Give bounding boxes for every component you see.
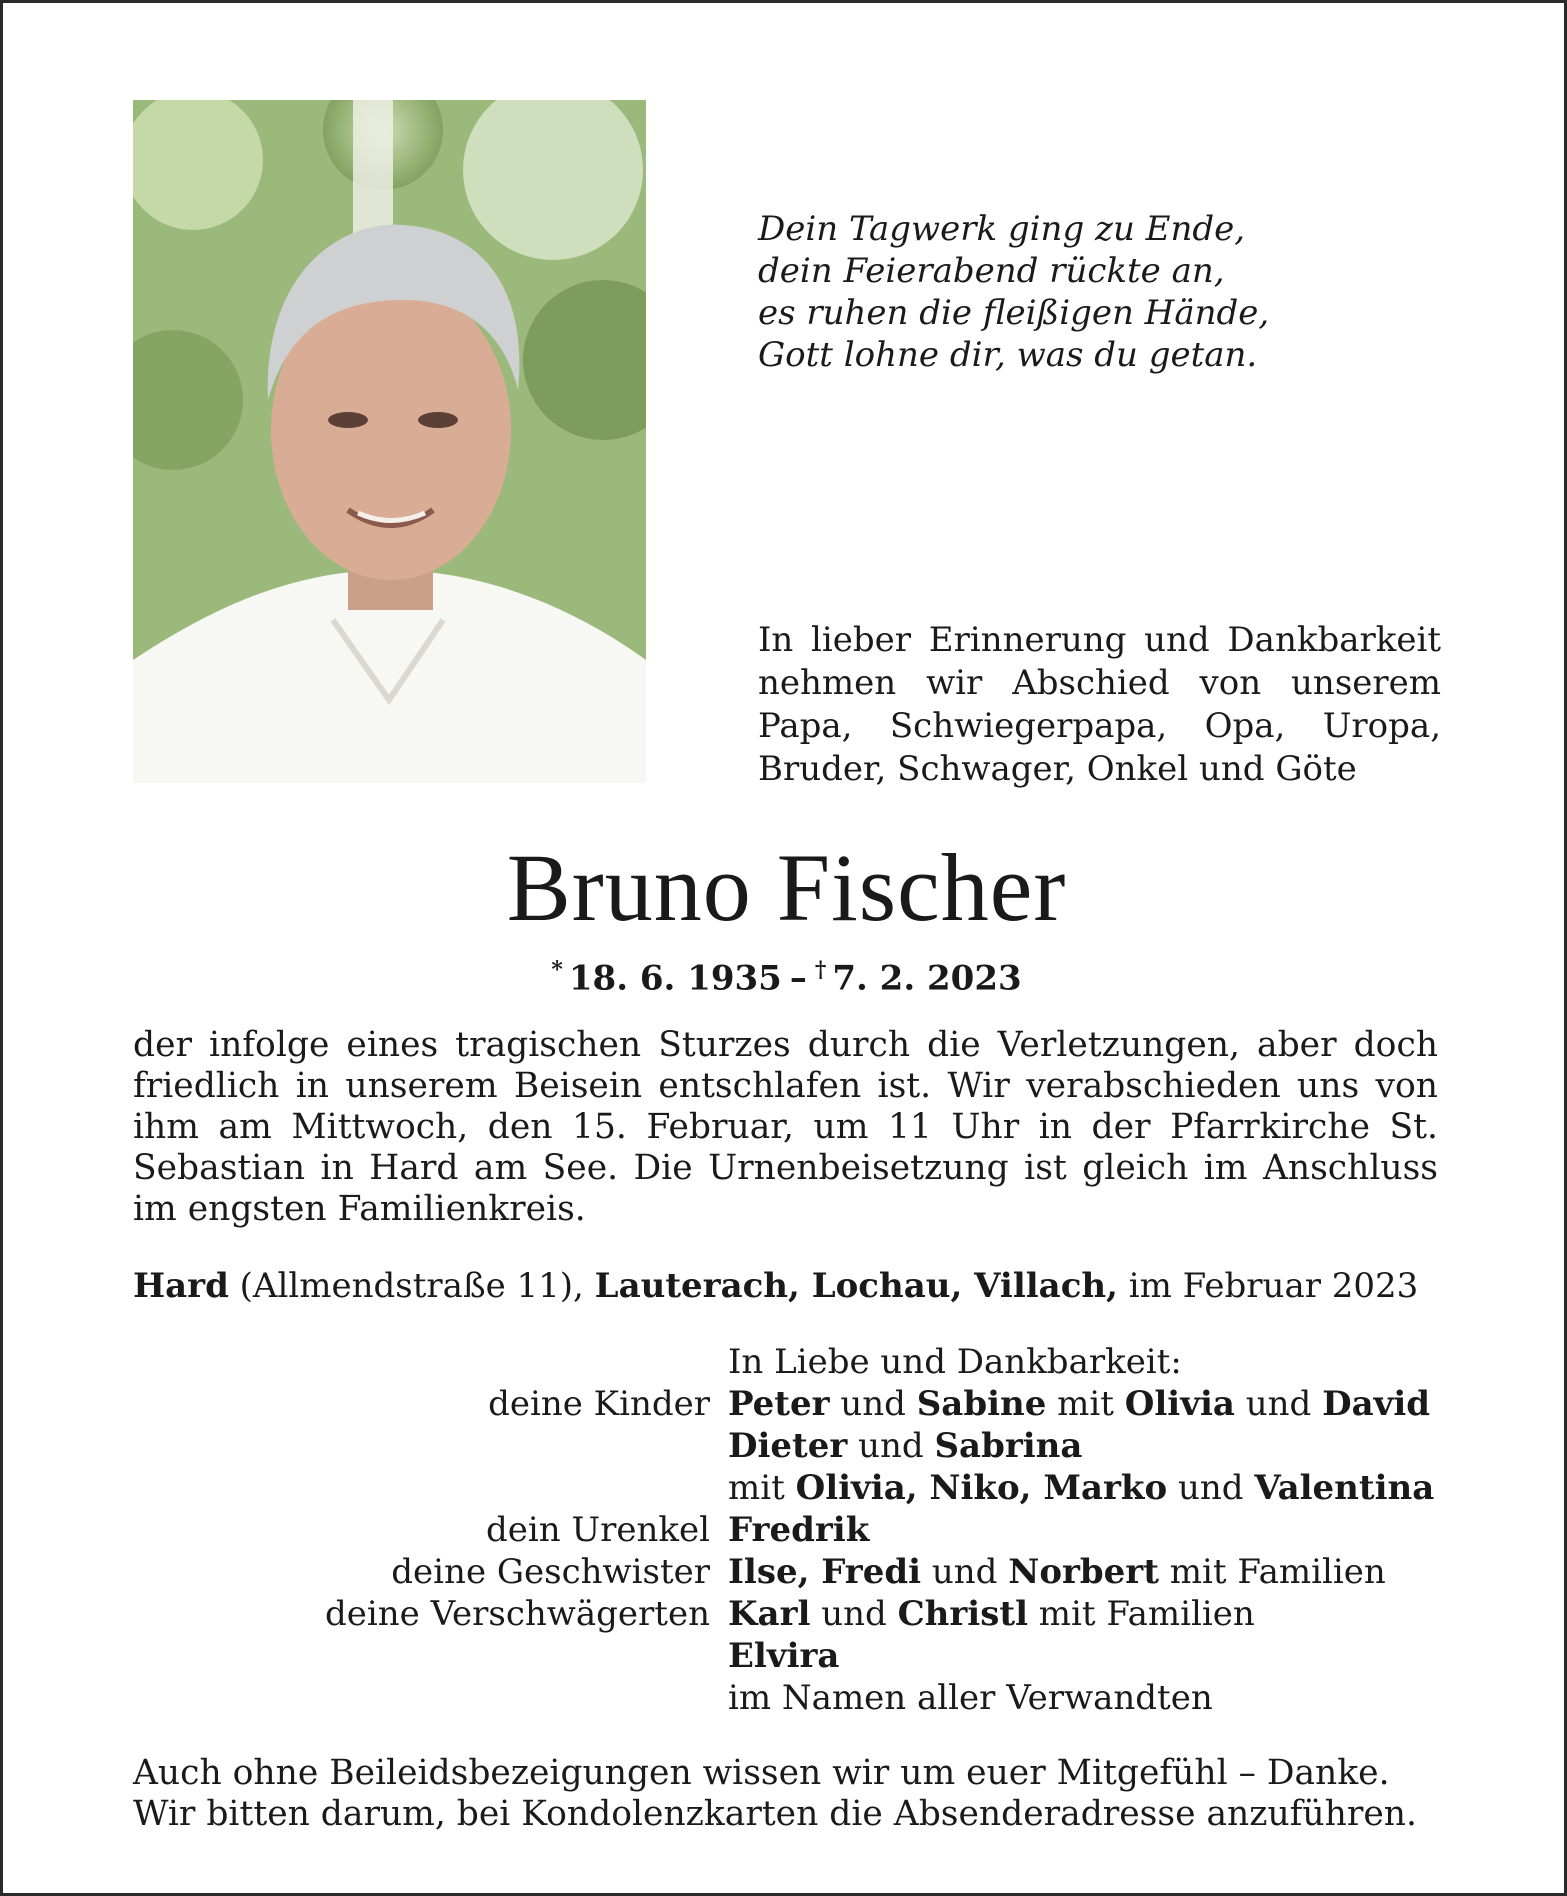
connector: mit	[728, 1468, 796, 1508]
urenkel-label: dein Urenkel	[486, 1510, 710, 1550]
mourners-heading: In Liebe und Dankbarkeit:	[728, 1342, 1182, 1382]
poem	[758, 208, 1269, 376]
mourner-name: Ilse, Fredi	[728, 1552, 922, 1592]
mourners-row	[3, 1383, 1567, 1425]
mourners-row	[3, 1593, 1567, 1635]
mourners-row	[3, 1509, 1567, 1551]
death-mark: †	[814, 957, 827, 983]
urenkel-name: Fredrik	[728, 1510, 870, 1550]
place-line	[133, 1265, 1418, 1307]
place-address: (Allmendstraße 11),	[228, 1266, 595, 1306]
poem-line: Gott lohne dir, was du getan.	[758, 335, 1258, 375]
deceased-name: Bruno Fischer	[506, 834, 1067, 941]
kinder-label: deine Kinder	[488, 1384, 710, 1424]
birth-date: 18. 6. 1935	[568, 958, 782, 999]
mourners-heading-row	[3, 1341, 1567, 1383]
connector: und	[829, 1384, 917, 1424]
mourner-name: Dieter	[728, 1426, 848, 1466]
verschwaegerten-label: deine Verschwägerten	[325, 1594, 710, 1634]
mourner-name: Peter	[728, 1384, 830, 1424]
mourner-name: Christl	[897, 1594, 1028, 1634]
elvira-name: Elvira	[728, 1636, 840, 1676]
place-others: Lauterach, Lochau, Villach,	[594, 1266, 1118, 1306]
poem-line: dein Feierabend rückte an,	[758, 251, 1225, 291]
closing-line: Auch ohne Beileidsbezeigungen wissen wir um euer Mitgefühl – Danke.	[133, 1753, 1390, 1793]
mourners-row	[3, 1467, 1567, 1509]
connector: und	[921, 1552, 1009, 1592]
mourners-row	[3, 1551, 1567, 1593]
connector: und	[1167, 1468, 1255, 1508]
connector: und	[1234, 1384, 1323, 1424]
mourner-name: Karl	[728, 1594, 811, 1634]
mourners-footer: im Namen aller Verwandten	[728, 1678, 1213, 1718]
verschwaegerten-names	[728, 1593, 1255, 1635]
poem-line: Dein Tagwerk ging zu Ende,	[758, 209, 1246, 249]
mourner-name: Norbert	[1008, 1552, 1159, 1592]
connector: mit Familien	[1027, 1594, 1255, 1634]
connector: und	[810, 1594, 898, 1634]
poem-line: es ruhen die fleißigen Hände,	[758, 293, 1270, 333]
connector: und	[847, 1426, 935, 1466]
closing-line: Wir bitten darum, bei Kondolenzkarten die Absenderadresse anzuführen.	[133, 1794, 1417, 1834]
date-separator: –	[789, 958, 807, 999]
mourner-name: Olivia, Niko, Marko	[795, 1468, 1168, 1508]
birth-mark: *	[551, 957, 563, 983]
mourners-row	[3, 1425, 1567, 1467]
mourners-list	[3, 1341, 1567, 1719]
geschwister-label: deine Geschwister	[391, 1552, 710, 1592]
body-text: der infolge eines tragischen Sturzes durch die Verletzungen, aber doch friedlich in unserem Beisein entschlafen ist. Wir verabschieden uns von ihm am Mittwoch, den 15. Februar, um 11 Uhr in der Pfarrkirche St. Sebastian in Hard am See. Die Urnenbeisetzung ist gleich im Anschluss im engsten Familienkreis.	[133, 1025, 1438, 1229]
portrait-illustration	[133, 100, 646, 783]
life-dates	[3, 949, 1567, 999]
mourners-row	[3, 1677, 1567, 1719]
mourner-name: Valentina	[1254, 1468, 1435, 1508]
closing-text	[133, 1753, 1438, 1835]
intro-text: In lieber Erinnerung und Dankbarkeit nehmen wir Abschied von unserem Papa, Schwiegerpapa, Opa, Uropa, Bruder, Schwager, Onkel und Göte	[758, 620, 1441, 789]
geschwister-names	[728, 1551, 1386, 1593]
kinder-names	[728, 1383, 1430, 1425]
kinder-names-3	[728, 1467, 1434, 1509]
connector: mit	[1046, 1384, 1125, 1424]
mourner-name: David	[1322, 1384, 1431, 1424]
kinder-names-2	[728, 1425, 1082, 1467]
place-town: Hard	[133, 1266, 229, 1306]
place-date: im Februar 2023	[1117, 1266, 1419, 1306]
connector: mit Familien	[1158, 1552, 1386, 1592]
mourner-name: Olivia	[1124, 1384, 1235, 1424]
death-date: 7. 2. 2023	[832, 958, 1022, 999]
mourner-name: Sabrina	[934, 1426, 1083, 1466]
portrait-photo	[133, 100, 646, 783]
mourners-row	[3, 1635, 1567, 1677]
mourner-name: Sabine	[916, 1384, 1047, 1424]
